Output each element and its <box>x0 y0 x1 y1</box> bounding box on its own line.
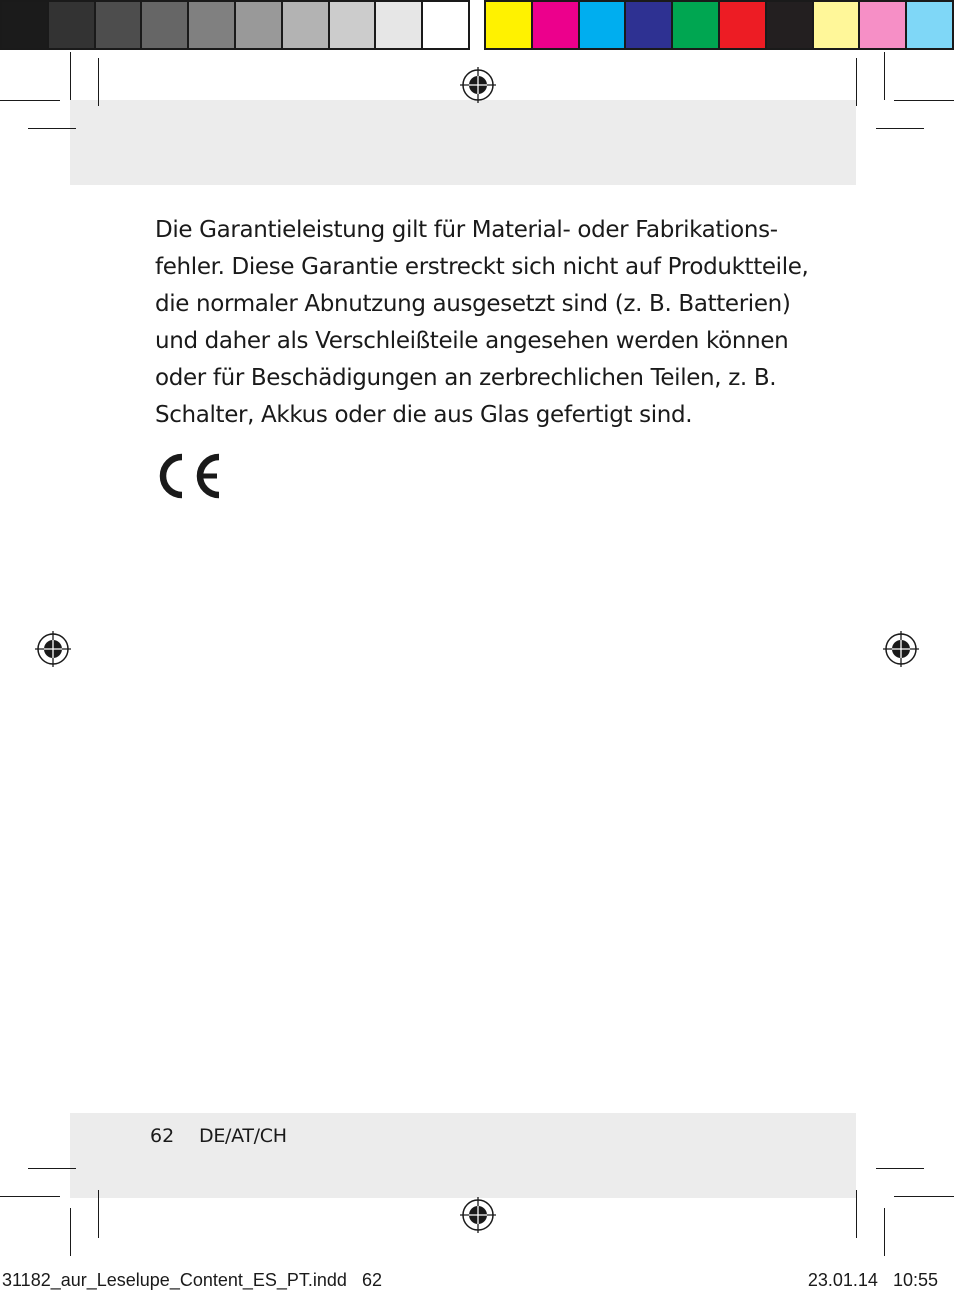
header-band <box>70 100 856 185</box>
registration-mark-icon <box>881 629 921 669</box>
gray-swatch-10 <box>423 2 468 48</box>
color-swatch-1 <box>486 2 533 48</box>
page-number: 62 <box>150 1125 175 1147</box>
gray-swatch-9 <box>376 2 423 48</box>
region-label: DE/AT/CH <box>199 1125 287 1147</box>
crop-mark <box>28 1168 76 1169</box>
color-swatch-3 <box>580 2 627 48</box>
gray-swatch-4 <box>142 2 189 48</box>
ce-mark-icon <box>153 452 223 500</box>
paragraph-line: Die Garantieleistung gilt für Material- oder Fabrikations- <box>155 217 778 243</box>
gray-swatch-1 <box>2 2 49 48</box>
color-swatch-10 <box>907 2 952 48</box>
color-swatch-7 <box>767 2 814 48</box>
paragraph-line: oder für Beschädigungen an zerbrechlichen Teilen, z. B. <box>155 365 777 391</box>
color-swatch-5 <box>673 2 720 48</box>
gray-swatch-5 <box>189 2 236 48</box>
paragraph-line: und daher als Verschleißteile angesehen werden können <box>155 328 789 354</box>
color-swatch-9 <box>860 2 907 48</box>
crop-mark <box>70 52 71 100</box>
crop-mark <box>856 58 857 106</box>
crop-mark <box>876 128 924 129</box>
paragraph-line: die normaler Abnutzung ausgesetzt sind (z. B. Batterien) <box>155 291 791 317</box>
process-color-bar <box>484 0 954 50</box>
gray-swatch-8 <box>330 2 377 48</box>
color-swatch-4 <box>626 2 673 48</box>
color-swatch-6 <box>720 2 767 48</box>
crop-mark <box>28 128 76 129</box>
gray-swatch-6 <box>236 2 283 48</box>
crop-mark <box>884 1208 885 1256</box>
crop-mark <box>0 1196 60 1197</box>
gray-swatch-7 <box>283 2 330 48</box>
crop-mark <box>894 1196 954 1197</box>
grayscale-color-bar <box>0 0 470 50</box>
slug-file-info: 31182_aur_Leselupe_Content_ES_PT.indd 62 <box>2 1270 382 1290</box>
crop-mark <box>884 52 885 100</box>
crop-mark <box>70 1208 71 1256</box>
registration-mark-icon <box>458 1195 498 1235</box>
paragraph-line: Schalter, Akkus oder die aus Glas gefertigt sind. <box>155 402 693 428</box>
registration-mark-icon <box>458 65 498 105</box>
crop-mark <box>876 1168 924 1169</box>
color-swatch-2 <box>533 2 580 48</box>
paragraph-line: fehler. Diese Garantie erstreckt sich nicht auf Produktteile, <box>155 254 809 280</box>
crop-mark <box>0 100 60 101</box>
warranty-paragraph <box>155 212 835 434</box>
footer-band <box>70 1113 856 1198</box>
color-swatch-8 <box>814 2 861 48</box>
crop-mark <box>856 1190 857 1238</box>
gray-swatch-2 <box>49 2 96 48</box>
slug-date-time: 23.01.14 10:55 <box>807 1270 938 1290</box>
crop-mark <box>98 1190 99 1238</box>
crop-mark <box>894 100 954 101</box>
registration-mark-icon <box>33 629 73 669</box>
crop-mark <box>98 58 99 106</box>
gray-swatch-3 <box>96 2 143 48</box>
